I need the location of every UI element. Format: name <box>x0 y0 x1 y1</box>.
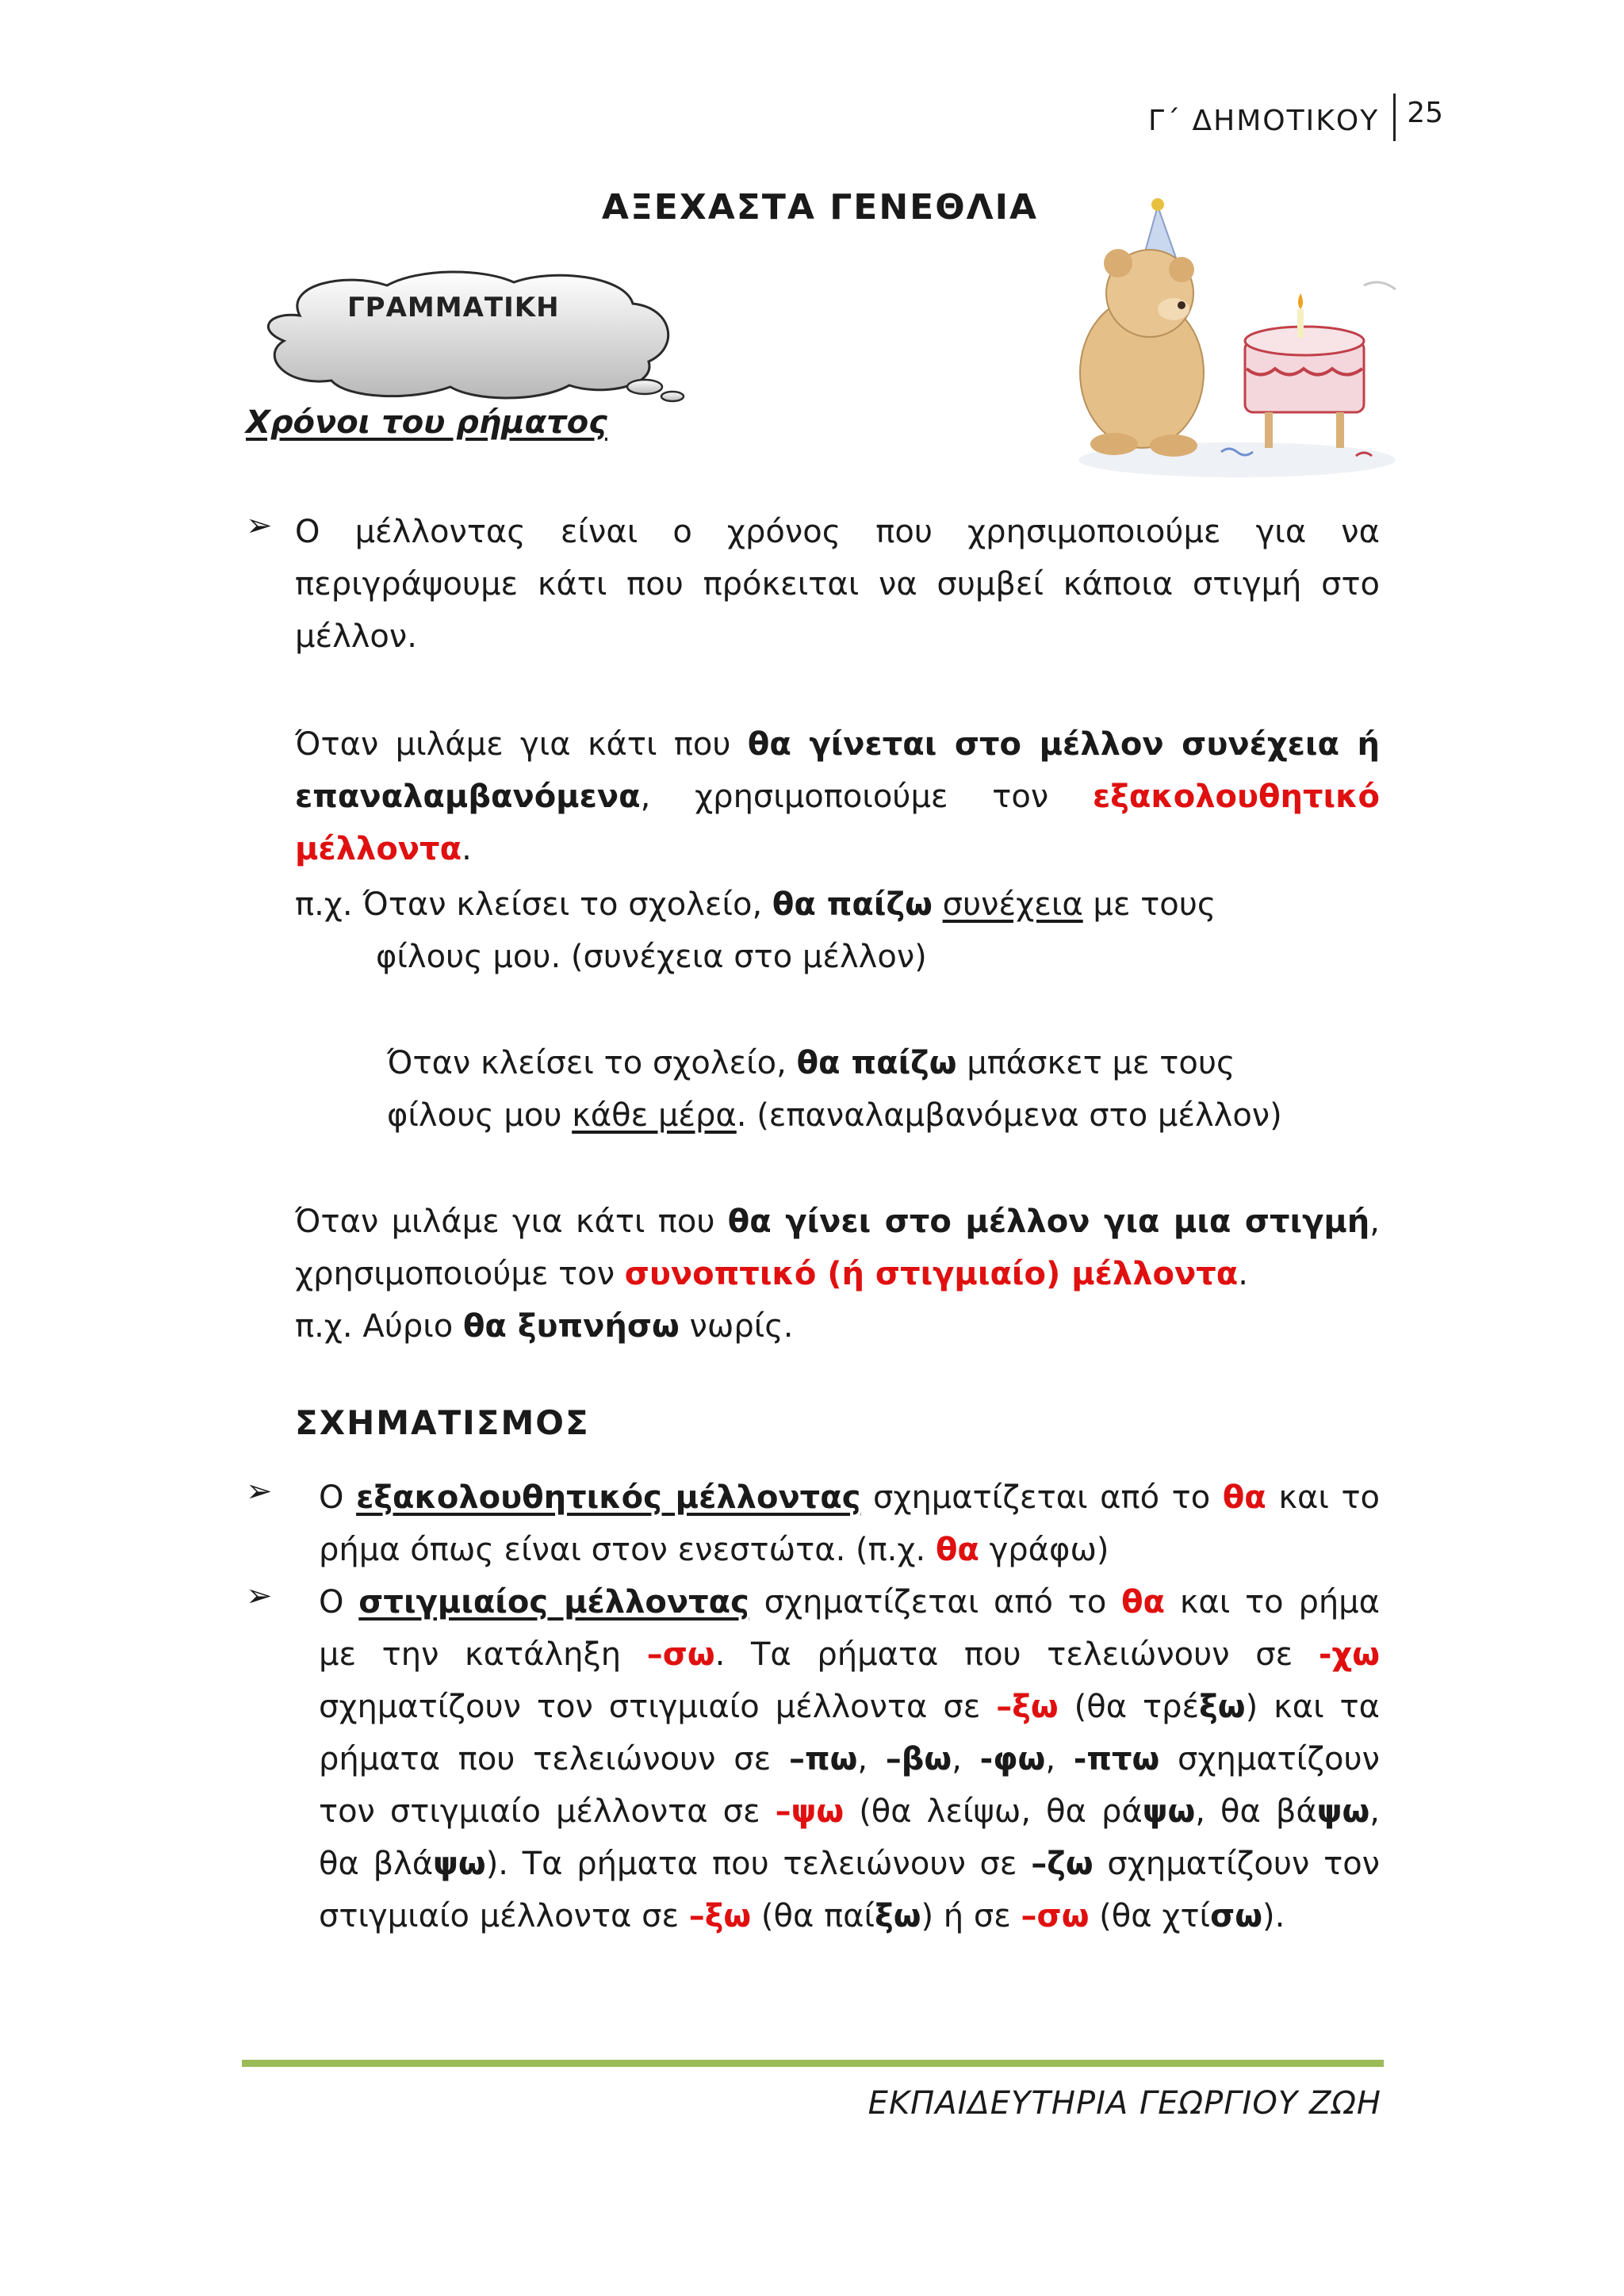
arrow-bullet-icon: ➢ <box>246 507 273 544</box>
document-title: ΑΞΕΧΑΣΤΑ ΓΕΝΕΘΛΙΑ <box>601 187 1039 228</box>
footer-school-name: ΕΚΠΑΙΔΕΥΤΗΡΙΑ ΓΕΩΡΓΙΟΥ ΖΩΗ <box>868 2085 1381 2122</box>
page-number: 25 <box>1407 97 1443 129</box>
momentary-example: π.χ. Αύριο θα ξυπνήσω νωρίς. <box>295 1308 794 1345</box>
formation-momentary: Ο στιγμιαίος μέλλοντας σχηματίζεται από το θα και το ρήμα με την κατάληξη –σω. Τα ρήματα που τελειώνουν σε -χω σχηματίζουν τον στιγμιαίο μέλλοντα σε –ξω (θα τρέξω) και τα ρήματα που τελειώνουν σε –πω, –βω, -φω, -πτω σχηματίζουν τον στιγμιαίο μέλλοντα σε –ψω (θα λείψω, θα ράψω, θα βάψω, θα βλάψω). Τα ρήματα που τελειώνουν σε –ζω σχηματίζουν τον στιγμιαίο μέλλοντα σε –ξω (θα παίξω) ή σε –σω (θα χτίσω). <box>319 1584 1381 1934</box>
continuous-definition: Όταν μιλάμε για κάτι που θα γίνεται στο μέλλον συνέχεια ή επαναλαμβανόμενα, χρησιμοποιούμε τον εξακολουθητικό μέλλοντα. <box>295 726 1380 867</box>
formation-continuous: Ο εξακολουθητικός μέλλοντας σχηματίζεται από το θα και το ρήμα όπως είναι στον ενεστώτα. (π.χ. θα γράφω) <box>319 1479 1380 1568</box>
arrow-bullet-icon: ➢ <box>246 1578 273 1614</box>
grade-label: Γ΄ ΔΗΜΟΤΙΚΟΥ <box>1148 105 1380 137</box>
cloud-label: ΓΡΑΜΜΑΤΙΚΗ <box>347 292 560 323</box>
page-header <box>1148 94 1443 144</box>
bear-birthday-icon <box>1063 190 1411 484</box>
section-subtitle: Χρόνοι του ρήματος <box>246 404 607 441</box>
cloud-icon <box>252 268 696 403</box>
header-divider <box>1393 94 1396 141</box>
grammar-cloud <box>252 268 696 403</box>
continuous-example-2: Όταν κλείσει το σχολείο, θα παίζω μπάσκετ με τους φίλους μου κάθε μέρα. (επαναλαμβανόμενα στο μέλλον) <box>387 1045 1282 1134</box>
arrow-bullet-icon: ➢ <box>246 1473 273 1510</box>
formation-heading: ΣΧΗΜΑΤΙΣΜΟΣ <box>295 1403 590 1442</box>
continuous-example-1: π.χ. Όταν κλείσει το σχολείο, θα παίζω συνέχεια με τους φίλους μου. (συνέχεια στο μέλλον) <box>295 886 1216 975</box>
bear-cake-illustration <box>1063 190 1411 484</box>
intro-paragraph: Ο μέλλοντας είναι ο χρόνος που χρησιμοποιούμε για να περιγράψουμε κάτι που πρόκειται να συμβεί κάποια στιγμή στο μέλλον. <box>295 514 1380 655</box>
momentary-definition: Όταν μιλάμε για κάτι που θα γίνει στο μέλλον για μια στιγμή, χρησιμοποιούμε τον συνοπτικό (ή στιγμιαίο) μέλλοντα. <box>295 1203 1381 1292</box>
footer-divider <box>242 2060 1384 2067</box>
